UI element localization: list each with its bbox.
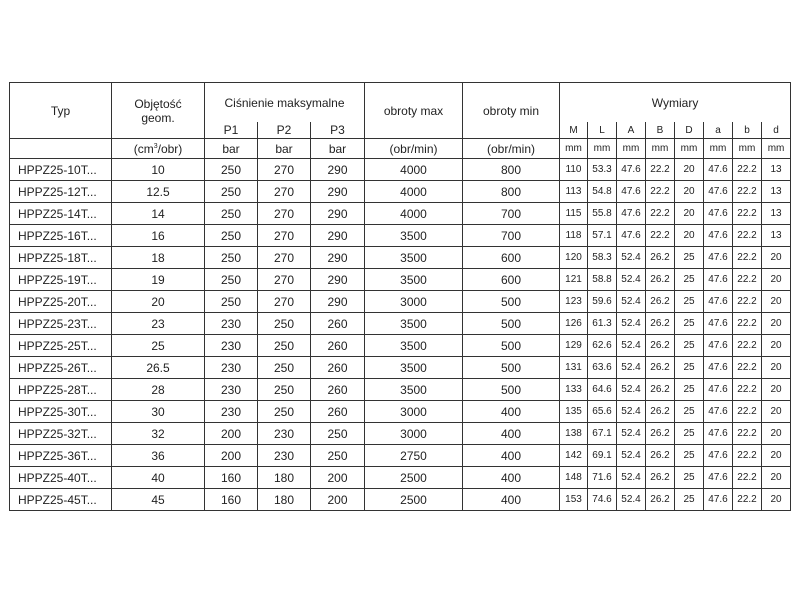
- cell-b: 22.2: [733, 269, 762, 291]
- cell-p3: 260: [311, 357, 365, 379]
- cell-typ: HPPZ25-40T...: [10, 467, 112, 489]
- cell-d: 20: [762, 423, 791, 445]
- cell-D: 25: [675, 247, 704, 269]
- cell-D: 25: [675, 313, 704, 335]
- cell-M: 118: [560, 225, 588, 247]
- cell-A: 52.4: [617, 467, 646, 489]
- cell-max: 3500: [365, 225, 463, 247]
- cell-d: 20: [762, 335, 791, 357]
- cell-vol: 45: [112, 489, 205, 511]
- cell-typ: HPPZ25-14T...: [10, 203, 112, 225]
- cell-typ: HPPZ25-12T...: [10, 181, 112, 203]
- cell-B: 26.2: [646, 401, 675, 423]
- cell-max: 4000: [365, 181, 463, 203]
- units-p2: bar: [258, 139, 311, 159]
- header-cisnienie: Ciśnienie maksymalne: [205, 83, 365, 123]
- cell-B: 22.2: [646, 203, 675, 225]
- cell-a: 47.6: [704, 269, 733, 291]
- cell-p3: 290: [311, 225, 365, 247]
- table-row: [10, 379, 791, 401]
- units-p1: bar: [205, 139, 258, 159]
- cell-p2: 250: [258, 313, 311, 335]
- cell-d: 20: [762, 291, 791, 313]
- cell-D: 25: [675, 489, 704, 511]
- cell-L: 62.6: [588, 335, 617, 357]
- units-dim-2: mm: [617, 139, 646, 159]
- cell-typ: HPPZ25-25T...: [10, 335, 112, 357]
- header-typ: Typ: [10, 83, 112, 139]
- table-row: [10, 357, 791, 379]
- cell-vol: 19: [112, 269, 205, 291]
- header-objetosc-line1: Objętość: [134, 96, 182, 111]
- cell-min: 500: [463, 335, 560, 357]
- header-dim-b-lower: b: [733, 122, 762, 139]
- cell-p3: 290: [311, 203, 365, 225]
- cell-A: 52.4: [617, 401, 646, 423]
- cell-B: 26.2: [646, 291, 675, 313]
- cell-min: 500: [463, 379, 560, 401]
- cell-d: 20: [762, 401, 791, 423]
- cell-M: 142: [560, 445, 588, 467]
- units-dim-1: mm: [588, 139, 617, 159]
- cell-vol: 40: [112, 467, 205, 489]
- cell-p2: 250: [258, 335, 311, 357]
- cell-min: 400: [463, 423, 560, 445]
- cell-b: 22.2: [733, 225, 762, 247]
- header-dim-L-upper: L: [588, 122, 617, 139]
- cell-M: 148: [560, 467, 588, 489]
- table-row: [10, 335, 791, 357]
- cell-min: 500: [463, 313, 560, 335]
- cell-B: 26.2: [646, 379, 675, 401]
- cell-max: 3500: [365, 313, 463, 335]
- cell-b: 22.2: [733, 489, 762, 511]
- cell-p3: 290: [311, 247, 365, 269]
- cell-M: 153: [560, 489, 588, 511]
- table-row: [10, 159, 791, 181]
- cell-b: 22.2: [733, 445, 762, 467]
- cell-b: 22.2: [733, 379, 762, 401]
- specs-table: [9, 82, 791, 511]
- header-objetosc-line2: geom.: [141, 110, 175, 125]
- cell-A: 52.4: [617, 489, 646, 511]
- table-row: [10, 467, 791, 489]
- cell-M: 126: [560, 313, 588, 335]
- cell-max: 3500: [365, 357, 463, 379]
- cell-b: 22.2: [733, 181, 762, 203]
- table-row: [10, 423, 791, 445]
- cell-M: 123: [560, 291, 588, 313]
- cell-a: 47.6: [704, 445, 733, 467]
- table-row: [10, 269, 791, 291]
- cell-b: 22.2: [733, 335, 762, 357]
- cell-D: 20: [675, 225, 704, 247]
- cell-p2: 270: [258, 225, 311, 247]
- cell-A: 52.4: [617, 291, 646, 313]
- table-row: [10, 181, 791, 203]
- cell-max: 3000: [365, 401, 463, 423]
- cell-p2: 180: [258, 467, 311, 489]
- cell-a: 47.6: [704, 313, 733, 335]
- cell-d: 13: [762, 181, 791, 203]
- cell-typ: HPPZ25-19T...: [10, 269, 112, 291]
- cell-typ: HPPZ25-10T...: [10, 159, 112, 181]
- cell-p1: 160: [205, 467, 258, 489]
- cell-min: 400: [463, 489, 560, 511]
- cell-max: 3500: [365, 335, 463, 357]
- cell-D: 25: [675, 467, 704, 489]
- cell-M: 138: [560, 423, 588, 445]
- cell-max: 3500: [365, 247, 463, 269]
- units-dim-0: mm: [560, 139, 588, 159]
- cell-d: 20: [762, 247, 791, 269]
- cell-vol: 18: [112, 247, 205, 269]
- header-dim-A-upper: A: [617, 122, 646, 139]
- cell-p3: 290: [311, 269, 365, 291]
- cell-B: 26.2: [646, 335, 675, 357]
- cell-A: 52.4: [617, 335, 646, 357]
- cell-vol: 10: [112, 159, 205, 181]
- cell-L: 63.6: [588, 357, 617, 379]
- cell-D: 25: [675, 291, 704, 313]
- cell-max: 3500: [365, 269, 463, 291]
- cell-vol: 25: [112, 335, 205, 357]
- header-dim-M-upper: M: [560, 122, 588, 139]
- cell-B: 22.2: [646, 225, 675, 247]
- cell-p2: 230: [258, 423, 311, 445]
- cell-p1: 200: [205, 445, 258, 467]
- cell-b: 22.2: [733, 401, 762, 423]
- cell-D: 25: [675, 445, 704, 467]
- cell-L: 54.8: [588, 181, 617, 203]
- cell-B: 26.2: [646, 423, 675, 445]
- cell-D: 20: [675, 159, 704, 181]
- cell-min: 400: [463, 445, 560, 467]
- cell-A: 47.6: [617, 181, 646, 203]
- cell-b: 22.2: [733, 291, 762, 313]
- header-dim-D-upper: D: [675, 122, 704, 139]
- cell-M: 135: [560, 401, 588, 423]
- cell-p2: 230: [258, 445, 311, 467]
- cell-vol: 20: [112, 291, 205, 313]
- header-objetosc: [112, 83, 205, 139]
- cell-a: 47.6: [704, 423, 733, 445]
- cell-A: 52.4: [617, 313, 646, 335]
- cell-b: 22.2: [733, 467, 762, 489]
- cell-D: 25: [675, 269, 704, 291]
- cell-p3: 260: [311, 335, 365, 357]
- cell-B: 22.2: [646, 159, 675, 181]
- cell-vol: 26.5: [112, 357, 205, 379]
- cell-max: 4000: [365, 203, 463, 225]
- cell-L: 64.6: [588, 379, 617, 401]
- cell-p2: 270: [258, 247, 311, 269]
- cell-M: 133: [560, 379, 588, 401]
- cell-a: 47.6: [704, 467, 733, 489]
- cell-L: 58.3: [588, 247, 617, 269]
- cell-L: 69.1: [588, 445, 617, 467]
- cell-a: 47.6: [704, 401, 733, 423]
- units-dim-4: mm: [675, 139, 704, 159]
- header-dim-B-upper: B: [646, 122, 675, 139]
- cell-typ: HPPZ25-32T...: [10, 423, 112, 445]
- cell-L: 53.3: [588, 159, 617, 181]
- cell-p2: 270: [258, 269, 311, 291]
- cell-b: 22.2: [733, 203, 762, 225]
- cell-min: 400: [463, 467, 560, 489]
- cell-min: 700: [463, 225, 560, 247]
- cell-p2: 180: [258, 489, 311, 511]
- cell-B: 26.2: [646, 357, 675, 379]
- units-typ-empty: [10, 139, 112, 159]
- cell-p1: 230: [205, 335, 258, 357]
- header-p1: P1: [205, 122, 258, 139]
- cell-a: 47.6: [704, 203, 733, 225]
- cell-M: 115: [560, 203, 588, 225]
- cell-min: 500: [463, 357, 560, 379]
- cell-B: 26.2: [646, 269, 675, 291]
- cell-typ: HPPZ25-26T...: [10, 357, 112, 379]
- cell-d: 20: [762, 445, 791, 467]
- cell-vol: 12.5: [112, 181, 205, 203]
- cell-B: 26.2: [646, 445, 675, 467]
- cell-min: 500: [463, 291, 560, 313]
- cell-D: 25: [675, 357, 704, 379]
- header-dim-a-lower: a: [704, 122, 733, 139]
- cell-D: 20: [675, 203, 704, 225]
- cell-max: 2500: [365, 489, 463, 511]
- cell-typ: HPPZ25-30T...: [10, 401, 112, 423]
- cell-vol: 28: [112, 379, 205, 401]
- units-row: [10, 139, 791, 159]
- cell-p1: 250: [205, 291, 258, 313]
- cell-vol: 16: [112, 225, 205, 247]
- cell-d: 13: [762, 225, 791, 247]
- cell-A: 52.4: [617, 247, 646, 269]
- cell-max: 3500: [365, 379, 463, 401]
- cell-p2: 250: [258, 401, 311, 423]
- cell-typ: HPPZ25-36T...: [10, 445, 112, 467]
- cell-L: 74.6: [588, 489, 617, 511]
- cell-max: 4000: [365, 159, 463, 181]
- cell-vol: 14: [112, 203, 205, 225]
- cell-min: 600: [463, 269, 560, 291]
- cell-max: 2500: [365, 467, 463, 489]
- header-dim-d-lower: d: [762, 122, 791, 139]
- cell-d: 20: [762, 379, 791, 401]
- cell-A: 52.4: [617, 357, 646, 379]
- units-dim-6: mm: [733, 139, 762, 159]
- cell-L: 67.1: [588, 423, 617, 445]
- cell-L: 65.6: [588, 401, 617, 423]
- units-dim-3: mm: [646, 139, 675, 159]
- table-row: [10, 489, 791, 511]
- cell-b: 22.2: [733, 423, 762, 445]
- cell-d: 20: [762, 489, 791, 511]
- cell-D: 25: [675, 379, 704, 401]
- cell-B: 26.2: [646, 313, 675, 335]
- cell-a: 47.6: [704, 225, 733, 247]
- header-obroty-max: obroty max: [365, 83, 463, 139]
- cell-A: 47.6: [617, 203, 646, 225]
- cell-M: 120: [560, 247, 588, 269]
- cell-vol: 30: [112, 401, 205, 423]
- units-obroty-min: (obr/min): [463, 139, 560, 159]
- cell-d: 20: [762, 269, 791, 291]
- table-row: [10, 247, 791, 269]
- table-row: [10, 313, 791, 335]
- cell-B: 26.2: [646, 247, 675, 269]
- cell-B: 26.2: [646, 489, 675, 511]
- cell-p2: 250: [258, 357, 311, 379]
- cell-A: 47.6: [617, 159, 646, 181]
- cell-vol: 23: [112, 313, 205, 335]
- cell-B: 22.2: [646, 181, 675, 203]
- cell-L: 57.1: [588, 225, 617, 247]
- units-objetosc: $(cm^3/obr)$: [112, 139, 205, 159]
- cell-p1: 250: [205, 203, 258, 225]
- cell-M: 131: [560, 357, 588, 379]
- cell-p2: 250: [258, 379, 311, 401]
- cell-p2: 270: [258, 159, 311, 181]
- units-dim-7: mm: [762, 139, 791, 159]
- cell-A: 52.4: [617, 423, 646, 445]
- cell-a: 47.6: [704, 379, 733, 401]
- cell-min: 600: [463, 247, 560, 269]
- cell-a: 47.6: [704, 357, 733, 379]
- cell-d: 13: [762, 203, 791, 225]
- units-p3: bar: [311, 139, 365, 159]
- table-row: [10, 445, 791, 467]
- cell-p3: 200: [311, 467, 365, 489]
- cell-A: 52.4: [617, 445, 646, 467]
- cell-A: 47.6: [617, 225, 646, 247]
- cell-typ: HPPZ25-16T...: [10, 225, 112, 247]
- cell-D: 25: [675, 401, 704, 423]
- cell-min: 400: [463, 401, 560, 423]
- units-dim-5: mm: [704, 139, 733, 159]
- cell-p2: 270: [258, 291, 311, 313]
- cell-A: 52.4: [617, 269, 646, 291]
- cell-p3: 290: [311, 159, 365, 181]
- cell-min: 700: [463, 203, 560, 225]
- cell-typ: HPPZ25-23T...: [10, 313, 112, 335]
- cell-p1: 250: [205, 269, 258, 291]
- cell-L: 61.3: [588, 313, 617, 335]
- cell-B: 26.2: [646, 467, 675, 489]
- cell-vol: 36: [112, 445, 205, 467]
- cell-p1: 250: [205, 181, 258, 203]
- cell-p1: 160: [205, 489, 258, 511]
- header-p3: P3: [311, 122, 365, 139]
- cell-p3: 250: [311, 423, 365, 445]
- cell-D: 20: [675, 181, 704, 203]
- cell-max: 3000: [365, 291, 463, 313]
- cell-M: 121: [560, 269, 588, 291]
- cell-p1: 230: [205, 379, 258, 401]
- cell-L: 58.8: [588, 269, 617, 291]
- cell-b: 22.2: [733, 247, 762, 269]
- cell-p3: 290: [311, 291, 365, 313]
- cell-d: 20: [762, 313, 791, 335]
- cell-p3: 260: [311, 313, 365, 335]
- cell-a: 47.6: [704, 247, 733, 269]
- cell-p2: 270: [258, 181, 311, 203]
- cell-p3: 260: [311, 379, 365, 401]
- cell-a: 47.6: [704, 489, 733, 511]
- table-row: [10, 203, 791, 225]
- cell-min: 800: [463, 181, 560, 203]
- cell-a: 47.6: [704, 335, 733, 357]
- cell-p1: 200: [205, 423, 258, 445]
- cell-p3: 260: [311, 401, 365, 423]
- cell-p2: 270: [258, 203, 311, 225]
- header-wymiary: Wymiary: [560, 83, 791, 123]
- table-row: [10, 291, 791, 313]
- cell-min: 800: [463, 159, 560, 181]
- cell-typ: HPPZ25-45T...: [10, 489, 112, 511]
- cell-M: 113: [560, 181, 588, 203]
- header-p2: P2: [258, 122, 311, 139]
- cell-p3: 290: [311, 181, 365, 203]
- cell-D: 25: [675, 423, 704, 445]
- cell-M: 129: [560, 335, 588, 357]
- cell-d: 13: [762, 159, 791, 181]
- cell-L: 55.8: [588, 203, 617, 225]
- cell-vol: 32: [112, 423, 205, 445]
- cell-p1: 250: [205, 225, 258, 247]
- cell-max: 3000: [365, 423, 463, 445]
- cell-a: 47.6: [704, 181, 733, 203]
- cell-p1: 250: [205, 159, 258, 181]
- cell-p1: 230: [205, 401, 258, 423]
- cell-A: 52.4: [617, 379, 646, 401]
- cell-d: 20: [762, 357, 791, 379]
- cell-p1: 230: [205, 357, 258, 379]
- cell-b: 22.2: [733, 313, 762, 335]
- cell-D: 25: [675, 335, 704, 357]
- cell-typ: HPPZ25-20T...: [10, 291, 112, 313]
- cell-L: 59.6: [588, 291, 617, 313]
- cell-M: 110: [560, 159, 588, 181]
- cell-p1: 230: [205, 313, 258, 335]
- cell-a: 47.6: [704, 291, 733, 313]
- specs-table-body: [10, 159, 791, 511]
- cell-p3: 200: [311, 489, 365, 511]
- cell-b: 22.2: [733, 159, 762, 181]
- units-obroty-max: (obr/min): [365, 139, 463, 159]
- table-row: [10, 225, 791, 247]
- cell-d: 20: [762, 467, 791, 489]
- cell-L: 71.6: [588, 467, 617, 489]
- cell-p1: 250: [205, 247, 258, 269]
- cell-a: 47.6: [704, 159, 733, 181]
- cell-p3: 250: [311, 445, 365, 467]
- header-obroty-min: obroty min: [463, 83, 560, 139]
- cell-typ: HPPZ25-18T...: [10, 247, 112, 269]
- cell-b: 22.2: [733, 357, 762, 379]
- table-row: [10, 401, 791, 423]
- cell-max: 2750: [365, 445, 463, 467]
- cell-typ: HPPZ25-28T...: [10, 379, 112, 401]
